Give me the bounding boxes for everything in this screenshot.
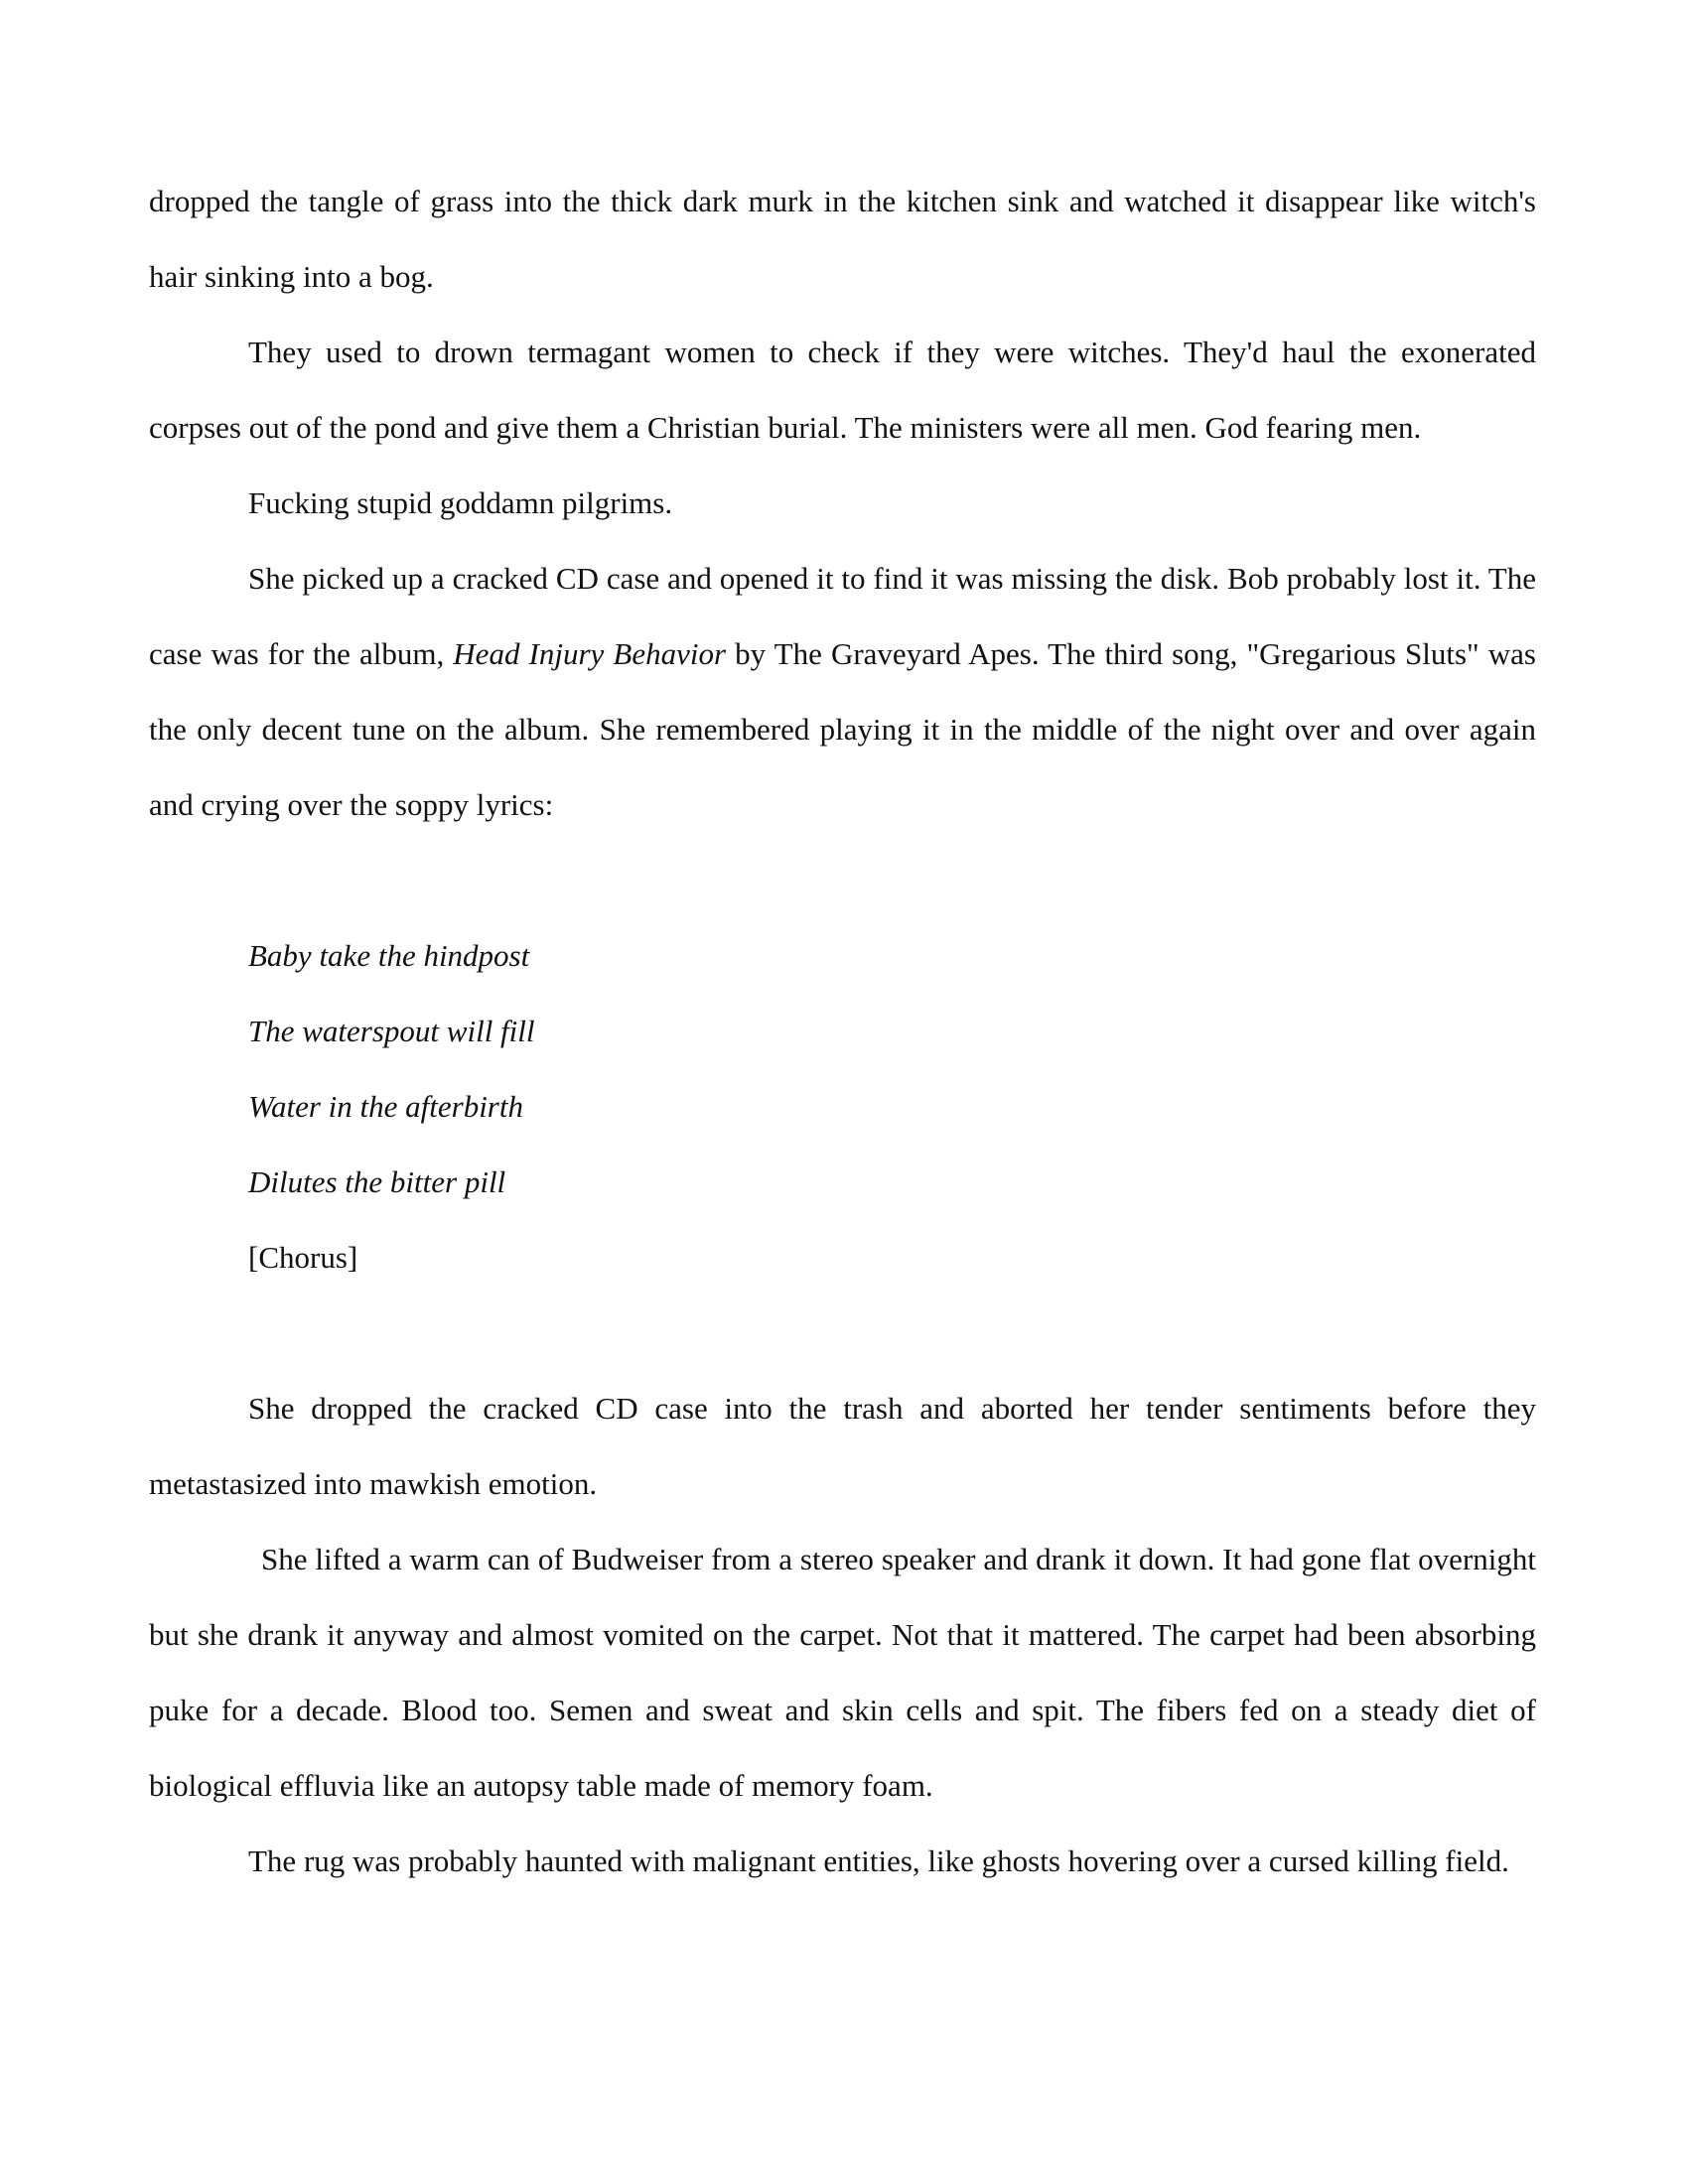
paragraph-4-before: She picked up a cracked CD case and opened it to find it was missing the disk. Bob probably lost it. The case was for the album,: [149, 561, 1536, 671]
paragraph-4: [149, 541, 1536, 843]
paragraph-3: Fucking stupid goddamn pilgrims.: [248, 485, 673, 520]
lyric-line: Water in the afterbirth: [248, 1089, 523, 1124]
paragraph-4-after: by The Graveyard Apes. The third song, "Gregarious Sluts" was the only decent tune on the album. She remembered playing it in the middle of the night over and over again and crying over the soppy lyrics:: [149, 636, 1536, 822]
paragraph-1: dropped the tangle of grass into the thick dark murk in the kitchen sink and watched it disappear like witch's hair sinking into a bog.: [149, 184, 1536, 294]
chorus-marker: [Chorus]: [248, 1240, 358, 1275]
blank-line: [149, 843, 1536, 918]
lyric-line: Baby take the hindpost: [248, 938, 530, 973]
blank-line: [149, 1296, 1536, 1371]
album-title: Head Injury Behavior: [453, 636, 727, 671]
lyric-line: The waterspout will fill: [248, 1014, 535, 1048]
paragraph-7: The rug was probably haunted with malignant entities, like ghosts hovering over a cursed killing field.: [248, 1843, 1509, 1878]
paragraph-5: She dropped the cracked CD case into the trash and aborted her tender sentiments before they metastasized into mawkish emotion.: [149, 1391, 1536, 1501]
song-lyrics: [149, 918, 1536, 1296]
lyric-line: Dilutes the bitter pill: [248, 1164, 506, 1199]
paragraph-2: They used to drown termagant women to check if they were witches. They'd haul the exonerated corpses out of the pond and give them a Christian burial. The ministers were all men. God fearing men.: [149, 335, 1536, 445]
story-text: [149, 164, 1536, 1899]
paragraph-6: She lifted a warm can of Budweiser from a stereo speaker and drank it down. It had gone flat overnight but she drank it anyway and almost vomited on the carpet. Not that it mattered. The carpet had been absorbing puke for a decade. Blood too. Semen and sweat and skin cells and spit. The fibers fed on a steady diet of biological effluvia like an autopsy table made of memory foam.: [149, 1542, 1536, 1803]
